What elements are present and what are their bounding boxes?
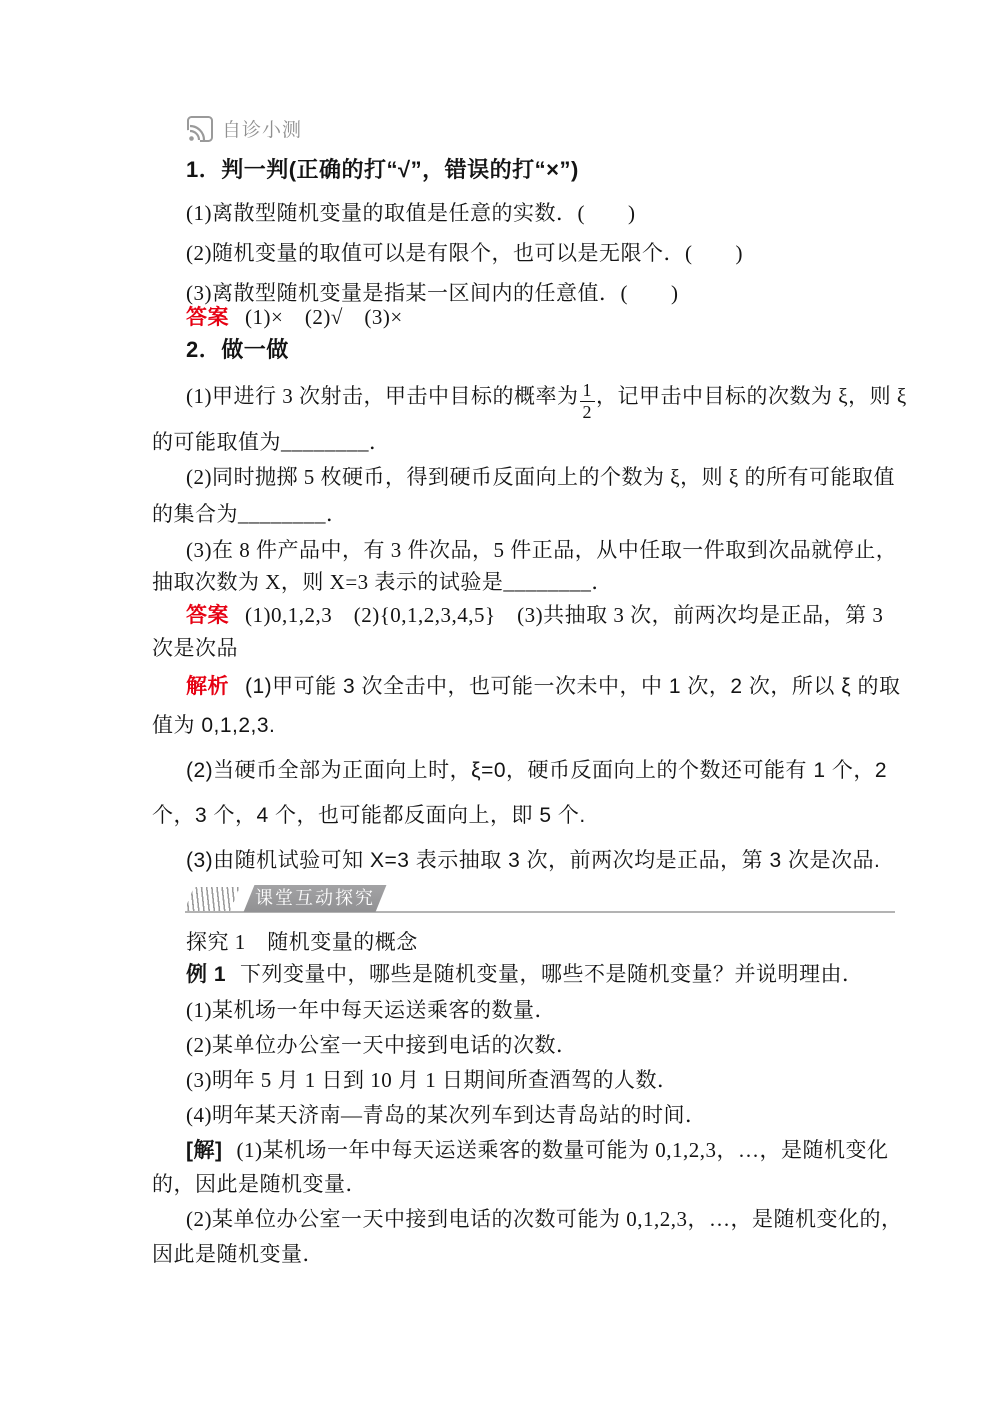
analysis-row-1 (186, 673, 900, 700)
fraction-one-half (580, 381, 596, 422)
practice-item-3: (3)在 8 件产品中，有 3 件次品，5 件正品，从中任取一件取到次品就停止， (186, 538, 898, 562)
analysis-text-4: 个，3 个，4 个，也可能都反面向上，即 5 个. (152, 804, 586, 827)
practice-answer-cont: 次是次品 (152, 636, 238, 660)
solution-text-4: 因此是随机变量． (152, 1242, 324, 1266)
quiz-title: 1．判一判(正确的打“√”，错误的打“×”) (186, 157, 579, 182)
example-item-1: (1)某机场一年中每天运送乘客的数量． (186, 998, 556, 1022)
answer-label: 答案 (186, 604, 229, 627)
section-banner-label: 课堂互动探究 (255, 888, 375, 908)
solution-text-1: (1)某机场一年中每天运送乘客的数量可能为 0,1,2,3，…，是随机变化 (236, 1138, 889, 1162)
quiz-item-2: (2)随机变量的取值可以是有限个，也可以是无限个．( ) (186, 241, 743, 265)
example-row (186, 961, 864, 988)
practice-item-2-cont: 的集合为________． (152, 502, 348, 526)
fraction-numerator: 1 (580, 381, 596, 402)
practice-item-3-cont: 抽取次数为 X，则 X=3 表示的试验是________． (152, 570, 613, 594)
practice-item-2: (2)同时抛掷 5 枚硬币，得到硬币反面向上的个数为 ξ，则 ξ 的所有可能取值 (186, 465, 895, 489)
practice-item-1-cont: 的可能取值为________． (152, 430, 391, 454)
practice-title: 2．做一做 (186, 337, 289, 362)
hatch-decoration-icon (184, 887, 240, 911)
explore-title: 探究 1 随机变量的概念 (186, 930, 418, 954)
example-item-4: (4)明年某天济南—青岛的某次列车到达青岛站的时间． (186, 1103, 707, 1127)
example-label: 例 1 (186, 963, 227, 986)
solution-text-2: 的，因此是随机变量． (152, 1172, 367, 1196)
section-banner-box (244, 885, 387, 912)
example-item-3: (3)明年 5 月 1 日到 10 月 1 日期间所查酒驾的人数． (186, 1068, 679, 1092)
analysis-text-5: (3)由随机试验可知 X=3 表示抽取 3 次，前两次均是正品，第 3 次是次品. (186, 849, 881, 872)
practice-item-1 (186, 381, 907, 422)
quiz-answer-row (186, 304, 403, 331)
self-check-section-title: 自诊小测 (222, 120, 303, 141)
practice-item-1-post: ，记甲击中目标的次数为 ξ，则 ξ (596, 383, 907, 408)
signal-square-icon (185, 115, 215, 143)
quiz-answer-text: (1)× (2)√ (3)× (245, 305, 403, 329)
solution-row-1 (186, 1137, 888, 1164)
solution-text-3: (2)某单位办公室一天中接到电话的次数可能为 0,1,2,3，…，是随机变化的， (186, 1207, 903, 1231)
solution-label: [解] (186, 1139, 223, 1162)
practice-answer-text: (1)0,1,2,3 (2){0,1,2,3,4,5} (3)共抽取 3 次，前两次均是正品，第 3 (245, 603, 884, 627)
example-item-2: (2)某单位办公室一天中接到电话的次数． (186, 1033, 578, 1057)
quiz-item-1: (1)离散型随机变量的取值是任意的实数．( ) (186, 201, 636, 225)
quiz-item-3: (3)离散型随机变量是指某一区间内的任意值．( ) (186, 281, 679, 305)
analysis-text-2: 值为 0,1,2,3. (152, 714, 276, 737)
answer-label: 答案 (186, 306, 229, 329)
section-banner (185, 884, 895, 913)
analysis-text-3: (2)当硬币全部为正面向上时，ξ=0，硬币反面向上的个数还可能有 1 个，2 (186, 759, 888, 782)
practice-answer-row (186, 602, 883, 629)
example-question: 下列变量中，哪些是随机变量，哪些不是随机变量？并说明理由． (240, 962, 864, 986)
analysis-label: 解析 (186, 675, 229, 698)
fraction-denominator: 2 (582, 401, 592, 422)
practice-item-1-pre: (1)甲进行 3 次射击，甲击中目标的概率为 (186, 383, 579, 408)
analysis-text-1: (1)甲可能 3 次全击中，也可能一次未中，中 1 次，2 次，所以 ξ 的取 (245, 675, 901, 698)
